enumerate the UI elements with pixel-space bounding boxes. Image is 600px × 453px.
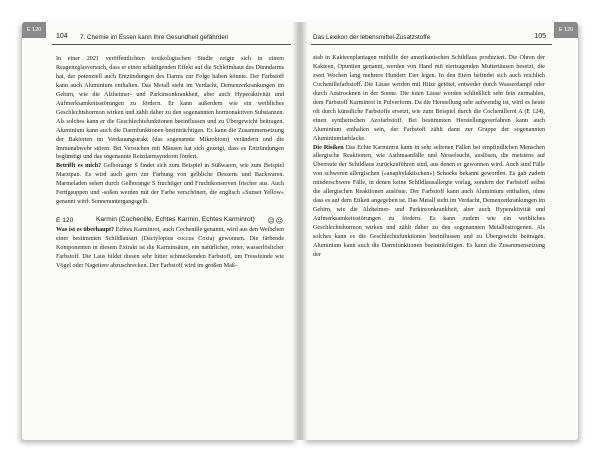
rating-icons: ☹☹ <box>267 217 284 226</box>
entry-code: E 120 <box>56 217 74 225</box>
page-number: 105 <box>534 33 546 40</box>
running-head: Das Lexikon der lebensmittel-Zusatzstoffe <box>313 34 431 41</box>
paragraph: In einer 2021 veröffentlichten toxikologischen Studie zeigte sich in einem Reagenzglasversuch, dass er einen schädigenden Effekt auf die Schleimhaut des Dünndarms hat, der potenziell auch Entzündungen des Darms zur Folge haben könnte. Der Farbstoff kann auch Aluminium enthalten. Das Metall steht im Verdacht, Demenzerkrankungen im Gehirn, wie die Alzheimer- und Parkinsonkrankheit, aber auch Hyperaktivität und Aufmerksamkeitsstörungen zu fördern. Er kann außerdem wie ein weibliches Geschlechtshormon wirken und zählt daher zu den sogenannten hormonaktiven Substanzen. Als solches kann er die Geschlechtsfunktionen beeinflussen und zu Übergewicht beitragen. Aluminium kann auch die Darmfunktionen beeinträchtigen. Es kann die Zusammensetzung der Bakterien im Verdauungstrakt (das sogenannte Mikrobiom) verändern und die Immunabwehr stören. Bei Versuchen mit Mäusen hat sich gezeigt, dass es Entzündungen begünstigt und das sogenannte Reizdarmsyndrom fördert. <box>56 56 284 161</box>
book-gutter <box>292 22 308 440</box>
header-rule <box>52 44 291 45</box>
book-spread <box>22 22 578 442</box>
paragraph <box>313 144 545 260</box>
left-body-text <box>56 55 284 271</box>
paragraph-lead: Was ist es überhaupt? <box>56 227 115 234</box>
paragraph-lead: Betrifft es mich? <box>56 163 102 170</box>
section-tab: E 120 <box>22 22 46 38</box>
right-page <box>303 22 578 440</box>
paragraph-lead: Die Risiken <box>313 144 344 151</box>
right-body-text <box>313 54 545 260</box>
paragraph-text: Gelborange S findet sich zum Beispiel in Süßwaren, wie zum Beispiel Marzipan. Es wird auch gern zur Färbung von gelbliche Desserts und Backwaren. Marmeladen sehen durch Gelborange S fruchtiger und Fruchtkonserven frischer aus. Auch Fertigsuppen und -soßen werden mit der Farbe verschönert, die englisch »Sunset Yellow« genannt wird: Sonnenuntergangsgelb. <box>56 163 284 206</box>
left-page <box>22 22 297 440</box>
header-rule <box>311 44 552 45</box>
paragraph-text: Echtes Karminrot, auch Cochenille genannt, wird aus den Weibchen einer bestimmten Schildlausart (Dactylopius coccus Costa) gewonnen. Die färbende Komponenten in diesem Extrakt ist die Karminsäure, ein natürlicher, roter, wasserlöslicher Farbstoff. Die Laus bildet diesen sehr bitter schmeckenden Farbstoff, um Fressfeinde wie Vögel oder Nagetiere abzuschrecken. Der Farbstoff wird im großen Maß- <box>56 227 284 269</box>
page-number: 104 <box>56 33 68 40</box>
paragraph: stab in Kakteenplantagen mithilfe der amerikanischen Schildlaus produziert. Die Ohren der Kakteen, Opuntien genannt, werden von Hand mit eiertragenden Muttertäusen besetzt, die zwei Wochen lang mehrere Hundert Eier legen. In den Eiern befindet sich auch reichlich Cochenillefarbstoff. Die Läuse werden mit Hitze getötet, entweder durch Wasserdampf oder durch Austrocknen in der Sonne. Die toten Läuse werden schließlich sehr fein zermahlen, dem Farbstoff Karminrot in Pulverform. Da die Herstellung sehr aufwendig ist, wird es heute oft durch künstliche Farbstoffe ersetzt, wie zum Beispiel durch die Cochenillerot A (E 124), einen synthetischen Azofarbstoff. Bei bestimmten Herstellungsverfahren kann auch Aluminium enthalten sein, der Farbstoff zählt dann zur Gruppe der sogenannten Aluminiumfarblacke. <box>313 55 545 142</box>
paragraph-text: Das Echte Karminrot kann in sehr seltenen Fällen bei empfindlichen Menschen allergische Reaktionen, wie Asthmaanfälle und Nesselsucht, auslösen, die meistens auf Überreste der Schildlaus zurückzuführen sind, aus denen er gewonnen wird. Auch sind Fälle von schweren allergischen (»anaphylaktischen«) Schocks bekannt geworden. Es gab zudem minderschwere Fälle, in denen keine Schildlausallergie vorlag, sondern der Farbstoff selbst die allergischen Reaktionen auslöste. Der Farbstoff kann auch Aluminium enthalten, ohne dass es auf dem Etikett angegeben ist. Das Metall steht im Verdacht, Demenzerkrankungen im Gehirn, wie die Alzheimer- und Parkinsonkrankheit, aber auch Hyperaktivität und Aufmerksamkeitsstörungen zu fördern. Es kann zudem wie ein weibliches Geschlechtshormon wirken und zählt daher zu den sogenannten Metallöstrogenen. Als solches kann es die Geschlechtsfunktionen beeinflussen und zu Übergewicht beitragen. Aluminium kann auch die Darmfunktionen beeinträchtigen. Es kann die Zusammensetzung der <box>313 144 545 258</box>
section-tab: E 120 <box>554 22 578 38</box>
entry-heading <box>56 216 284 226</box>
running-head: 7. Chemie im Essen kann Ihre Gesundheit gefährden <box>80 34 229 41</box>
paragraph <box>56 226 284 271</box>
entry-name: Karmin (Cochenille, Echtes Karmin, Echtes Karminrot) <box>96 216 255 224</box>
paragraph <box>56 162 284 207</box>
